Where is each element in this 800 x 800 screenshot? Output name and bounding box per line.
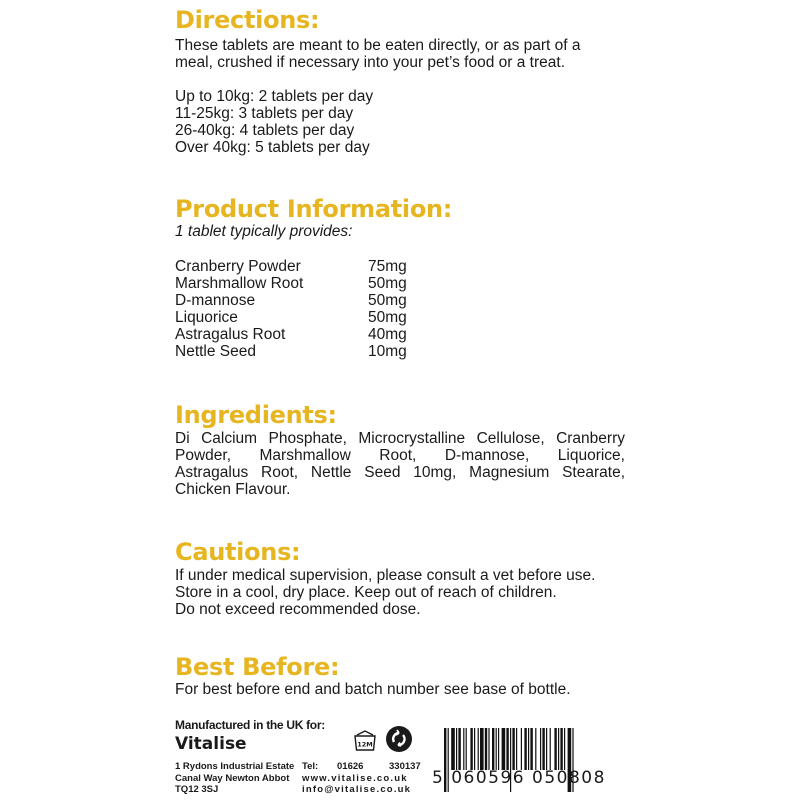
caution-line: If under medical supervision, please consult a vet before use. — [175, 567, 596, 584]
best-before-heading: Best Before: — [175, 653, 340, 681]
tel-area-code: 01626 — [337, 761, 364, 772]
caution-line: Store in a cool, dry place. Keep out of reach of children. — [175, 584, 557, 601]
brand-name: Vitalise — [175, 734, 247, 754]
dosage-item: Over 40kg: 5 tablets per day — [175, 139, 370, 156]
product-info-heading: Product Information: — [175, 195, 453, 223]
ingredient-name: Astragalus Root — [175, 326, 286, 343]
cautions-text — [175, 567, 625, 618]
ingredients-section — [175, 401, 625, 498]
best-before-section — [175, 653, 625, 698]
ingredient-name: Cranberry Powder — [175, 258, 301, 275]
telephone-row — [302, 761, 421, 773]
dosage-item: Up to 10kg: 2 tablets per day — [175, 88, 374, 105]
contact-block — [302, 761, 421, 796]
product-info-subheading: 1 tablet typically provides: — [175, 223, 353, 240]
directions-section — [175, 6, 625, 156]
ingredients-heading: Ingredients: — [175, 401, 337, 429]
address-line: TQ12 3SJ — [175, 784, 219, 795]
website-link[interactable]: www.vitalise.co.uk — [302, 772, 408, 784]
ingredients-line: Di Calcium Phosphate, Microcrystalline Cellulose, Cranberry — [175, 430, 625, 447]
ingredient-name: Marshmallow Root — [175, 275, 304, 292]
cautions-section — [175, 538, 625, 618]
ingredient-name: Nettle Seed — [175, 343, 256, 360]
nutrition-table — [175, 258, 407, 360]
table-row — [175, 258, 407, 275]
cautions-heading: Cautions: — [175, 538, 301, 566]
ingredient-amount: 50mg — [368, 309, 407, 326]
email-link[interactable]: info@vitalise.co.uk — [302, 784, 412, 795]
ingredient-amount: 10mg — [368, 343, 407, 360]
manufactured-label: Manufactured in the UK for: — [175, 718, 325, 732]
table-row — [175, 309, 407, 326]
ingredient-amount: 75mg — [368, 258, 407, 275]
ingredients-line: Chicken Flavour. — [175, 481, 291, 498]
directions-intro-line: meal, crushed if necessary into your pet’s food or a treat. — [175, 54, 565, 71]
best-before-text: For best before end and batch number see base of bottle. — [175, 681, 571, 698]
address-line: Canal Way Newton Abbot — [175, 772, 290, 784]
directions-heading: Directions: — [175, 6, 320, 34]
dosage-item: 26-40kg: 4 tablets per day — [175, 122, 355, 139]
ingredient-name: D-mannose — [175, 292, 256, 309]
table-row — [175, 326, 407, 343]
ingredient-amount: 40mg — [368, 326, 407, 343]
dosage-item: 11-25kg: 3 tablets per day — [175, 105, 354, 122]
barcode-number: 5 060596 050808 — [432, 768, 606, 788]
table-row — [175, 292, 407, 309]
table-row — [175, 275, 407, 292]
table-row — [175, 343, 407, 360]
ingredients-line: Powder, Marshmallow Root, D-mannose, Liquorice, — [175, 447, 625, 464]
ingredients-text — [175, 430, 625, 498]
ingredients-line: Astragalus Root, Nettle Seed 10mg, Magnesium Stearate, — [175, 464, 625, 481]
tel-number: 330137 — [389, 761, 421, 772]
tel-label: Tel: — [302, 761, 319, 772]
address-block — [175, 761, 294, 796]
ingredient-name: Liquorice — [175, 309, 238, 326]
product-info-section — [175, 195, 625, 360]
ingredient-amount: 50mg — [368, 292, 407, 309]
dosage-list — [175, 88, 625, 156]
pao-12m-icon — [352, 727, 378, 753]
address-line: 1 Rydons Industrial Estate — [175, 761, 295, 772]
ingredient-amount: 50mg — [368, 275, 407, 292]
caution-line: Do not exceed recommended dose. — [175, 601, 421, 618]
pao-label: 12M — [357, 740, 373, 749]
recycle-icon — [385, 725, 413, 753]
directions-intro — [175, 37, 625, 71]
directions-intro-line: These tablets are meant to be eaten directly, or as part of a — [175, 37, 581, 54]
